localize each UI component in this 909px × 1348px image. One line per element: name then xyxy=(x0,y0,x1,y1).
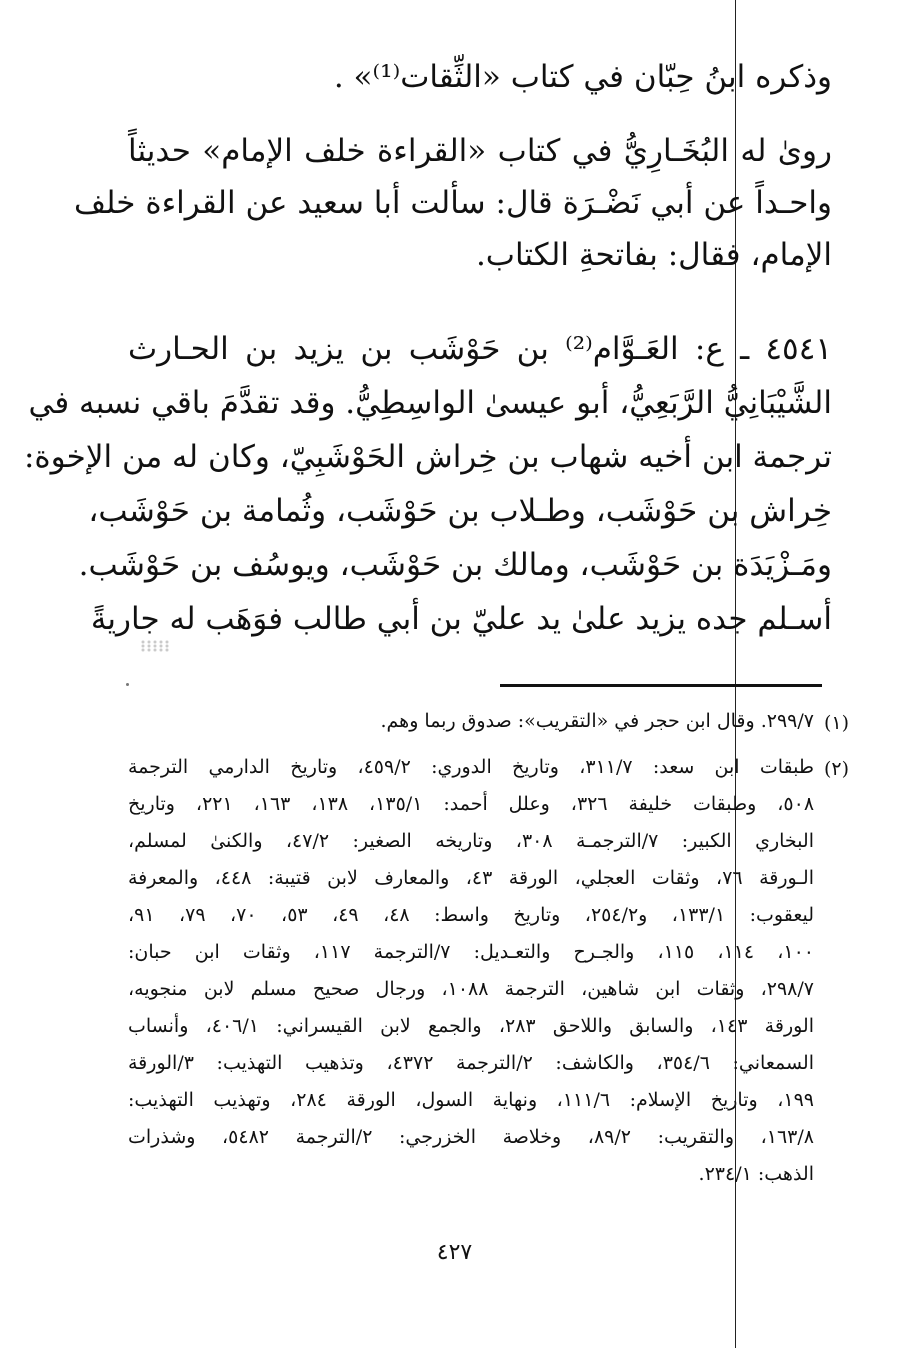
footnote-line: ٥٠٨، وطبقات خليفة ٣٢٦، وعلل أحمد: ١٣٥/١، ١٣٨، ١٦٣، ٢٢١، وتاريخ xyxy=(128,793,815,815)
body-line: خِراش بن حَوْشَب، وطـلاب بن حَوْشَب، وثُمامة بن حَوْشَب، xyxy=(88,493,832,529)
footnote-line: ١٩٩، وتاريخ الإسلام: ١١١/٦، ونهاية السول، الورقة ٢٨٤، وتهذيب التهذيب: xyxy=(128,1089,814,1111)
footnote-line: الذهب: ٢٣٤/١. xyxy=(698,1163,814,1185)
footnote-line: ٢٩٨/٧، وثقات ابن شاهين، الترجمة ١٠٨٨، ورجال صحيح مسلم لابن منجويه، xyxy=(128,978,814,1000)
entry-heading-line: ٤٥٤١ ـ ع: العَـوَّام⁽²⁾ بن حَوْشَب بن يزيد بن الحـارث xyxy=(128,331,832,367)
footnote-number: (١) xyxy=(823,712,849,734)
footnote-line: السمعاني: ٣٥٤/٦، والكاشف: ٢/الترجمة ٤٣٧٢، وتذهيب التهذيب: ٣/الورقة xyxy=(128,1052,814,1074)
page-number: ٤٢٧ xyxy=(436,1240,473,1265)
body-line: ترجمة ابن أخيه شهاب بن خِراش الحَوْشَبِيّ، وكان له من الإخوة: xyxy=(23,439,832,475)
body-line: روىٰ له البُخَـارِيُّ في كتاب «القراءة خلف الإمام» حديثاً xyxy=(128,133,832,169)
footnote-line: طبقات ابن سعد: ٣١١/٧، وتاريخ الدوري: ٤٥٩/٢، وتاريخ الدارمي الترجمة xyxy=(128,756,814,778)
footnote-line: الـورقة ٧٦، وثقات العجلي، الورقة ٤٣، والمعارف لابن قتيبة: ٤٤٨، والمعرفة xyxy=(128,867,814,889)
body-line: الشَّيْبَانِيُّ الرَّبَعِيُّ، أبو عيسىٰ الواسِطِيُّ. وقد تقدَّمَ باقي نسبه في xyxy=(28,385,832,421)
body-line: أسـلم جده يزيد علىٰ يد عليّ بن أبي طالب فوَهَب له جاريةً xyxy=(90,601,832,637)
footnote-line: ١٠٠، ١١٤، ١١٥، والجـرح والتعـديل: ٧/الترجمة ١١٧، وثقات ابن حبان: xyxy=(128,941,815,963)
scan-noise xyxy=(140,640,170,652)
body-line: وذكره ابنُ حِبّان في كتاب «الثِّقات⁽¹⁾» . xyxy=(333,59,832,95)
scan-speck xyxy=(126,683,129,686)
body-line: الإمام، فقال: بفاتحةِ الكتاب. xyxy=(475,237,832,273)
footnote-line: ليعقوب: ١٣٣/١، و٢٥٤/٢، وتاريخ واسط: ٤٨، ٤٩، ٥٣، ٧٠، ٧٩، ٩١، xyxy=(128,904,815,926)
footnote-line: ٢٩٩/٧. وقال ابن حجر في «التقريب»: صدوق ربما وهم. xyxy=(380,710,814,732)
body-line: ومَـزْيَدَة بن حَوْشَب، ومالك بن حَوْشَب، ويوسُف بن حَوْشَب. xyxy=(78,547,832,583)
footnote-number: (٢) xyxy=(823,758,849,780)
footnote-line: ١٦٣/٨، والتقريب: ٨٩/٢، وخلاصة الخزرجي: ٢/الترجمة ٥٤٨٢، وشذرات xyxy=(128,1126,814,1148)
body-line: واحـداً عن أبي نَضْـرَة قال: سألت أبا سعيد عن القراءة خلف xyxy=(73,185,832,221)
footnote-line: البخاري الكبير: ٧/الترجمـة ٣٠٨، وتاريخه الصغير: ٤٧/٢، والكنىٰ لمسلم، xyxy=(128,830,814,852)
footnote-separator xyxy=(500,684,822,687)
footnote-line: الورقة ١٤٣، والسابق واللاحق ٢٨٣، والجمع لابن القيسراني: ٤٠٦/١، وأنساب xyxy=(128,1015,815,1037)
